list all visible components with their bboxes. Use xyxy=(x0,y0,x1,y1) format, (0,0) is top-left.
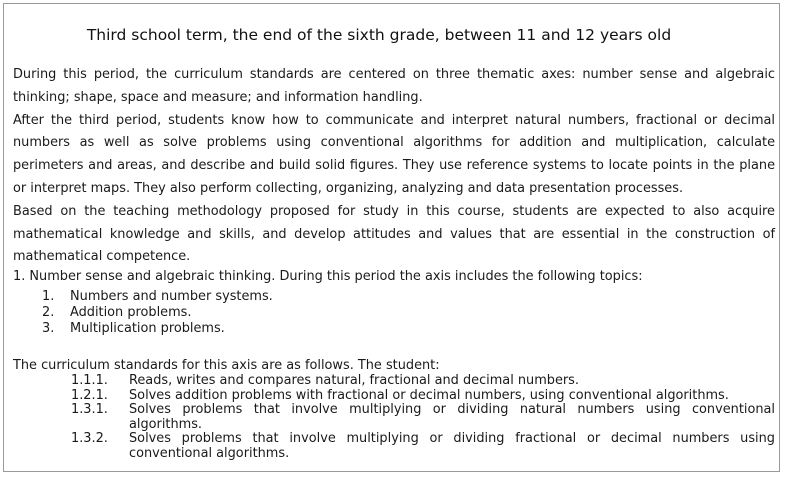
standard-text: Solves addition problems with fractional or decimal numbers, using conventional algorithms. xyxy=(129,387,729,403)
standard-text: Solves problems that involve multiplying or dividing fractional or decimal numbers using conventional algorithms. xyxy=(129,431,775,461)
standard-code: 1.1.1. xyxy=(71,373,108,388)
topic-text: Addition problems. xyxy=(70,305,192,320)
paragraph-thematic-axes: During this period, the curriculum standards are centered on three thematic axes: number sense and algebraic thinking; shape, space and measure; and information handling. xyxy=(13,67,775,105)
topic-number: 3. xyxy=(42,321,55,336)
list-item xyxy=(4,374,780,389)
paragraph-after-third-period: After the third period, students know how to communicate and interpret natural numbers, fractional or decimal numbers as well as solve problems using conventional algorithms for addition and multiplication, calculate perimeters and areas, and describe and build solid figures. They use reference systems to locate points in the plane or interpret maps. They also perform collecting, organizing, analyzing and data presentation processes. xyxy=(13,112,775,196)
list-item xyxy=(4,432,780,461)
standards-intro: The curriculum standards for this axis are as follows. The student: xyxy=(13,358,440,373)
list-item xyxy=(4,389,780,404)
topic-number: 1. xyxy=(42,289,55,304)
standard-text: Reads, writes and compares natural, fractional and decimal numbers. xyxy=(129,373,580,388)
standard-text: Solves problems that involve multiplying or dividing natural numbers using conventional algorithms. xyxy=(129,402,775,432)
topic-text: Numbers and number systems. xyxy=(70,289,273,304)
axis-heading: 1. Number sense and algebraic thinking. During this period the axis includes the following topics: xyxy=(13,269,643,284)
standards-list xyxy=(4,374,780,462)
list-item xyxy=(4,403,780,432)
body-text xyxy=(13,64,775,269)
topic-number: 2. xyxy=(42,305,55,320)
document-title: Third school term, the end of the sixth grade, between 11 and 12 years old xyxy=(86,26,672,44)
standard-code: 1.3.1. xyxy=(71,402,108,418)
topic-text: Multiplication problems. xyxy=(70,321,225,336)
paragraph-teaching-methodology: Based on the teaching methodology proposed for study in this course, students are expected to also acquire mathematical knowledge and skills, and develop attitudes and values that are essential in the construction of mathematical competence. xyxy=(13,203,775,265)
document-frame xyxy=(3,3,780,472)
standard-code: 1.3.2. xyxy=(71,431,108,447)
standard-code: 1.2.1. xyxy=(71,387,108,403)
